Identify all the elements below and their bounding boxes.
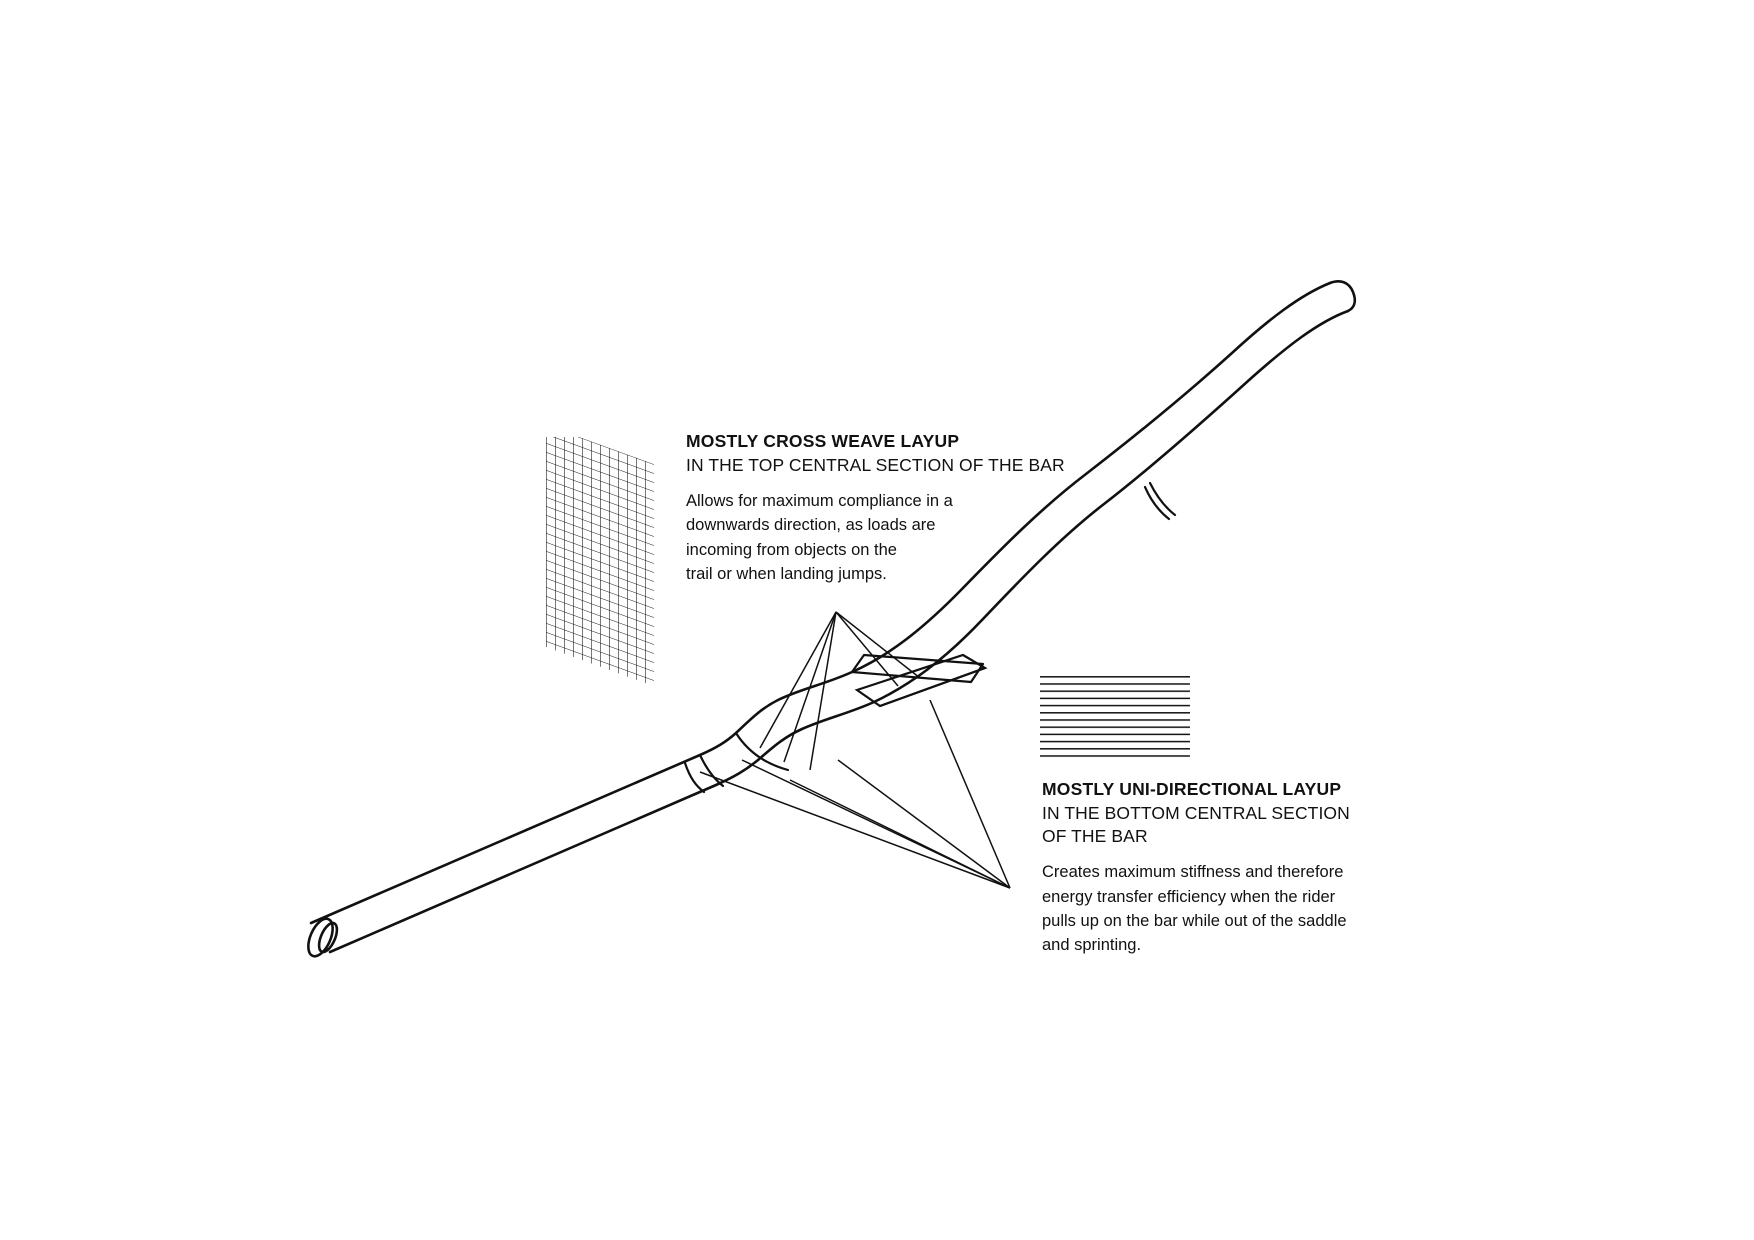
callout-uni-directional-body-line-3: pulls up on the bar while out of the saddle [1042,911,1347,930]
callout-uni-directional [1042,778,1462,957]
callout-cross-weave-body-line-3: incoming from objects on the [686,540,897,559]
callout-uni-directional-subhead-line-2: OF THE BAR [1042,826,1148,847]
callout-cross-weave-body-line-4: trail or when landing jumps. [686,564,887,583]
callout-uni-directional-body-line-4: and sprinting. [1042,936,1142,955]
cross-weave-swatch-icon [546,437,654,687]
callout-uni-directional-body-line-2: energy transfer efficiency when the rider [1042,887,1336,906]
callout-cross-weave [686,430,1156,586]
callout-cross-weave-subhead-line-1: IN THE TOP CENTRAL SECTION OF THE BAR [686,455,1065,476]
callout-uni-directional-body [1042,860,1462,957]
callout-cross-weave-subhead [686,454,1156,477]
callout-uni-directional-headline: MOSTLY UNI-DIRECTIONAL LAYUP [1042,779,1342,799]
uni-directional-swatch-icon [1040,676,1190,761]
callout-cross-weave-body [686,489,1156,586]
callout-cross-weave-body-line-1: Allows for maximum compliance in a [686,492,953,511]
callout-uni-directional-subhead-line-1: IN THE BOTTOM CENTRAL SECTION [1042,803,1350,824]
callout-uni-directional-subhead [1042,802,1462,848]
callout-uni-directional-body-line-1: Creates maximum stiffness and therefore [1042,863,1344,882]
callout-cross-weave-body-line-2: downwards direction, as loads are [686,516,936,535]
callout-cross-weave-headline: MOSTLY CROSS WEAVE LAYUP [686,431,960,451]
